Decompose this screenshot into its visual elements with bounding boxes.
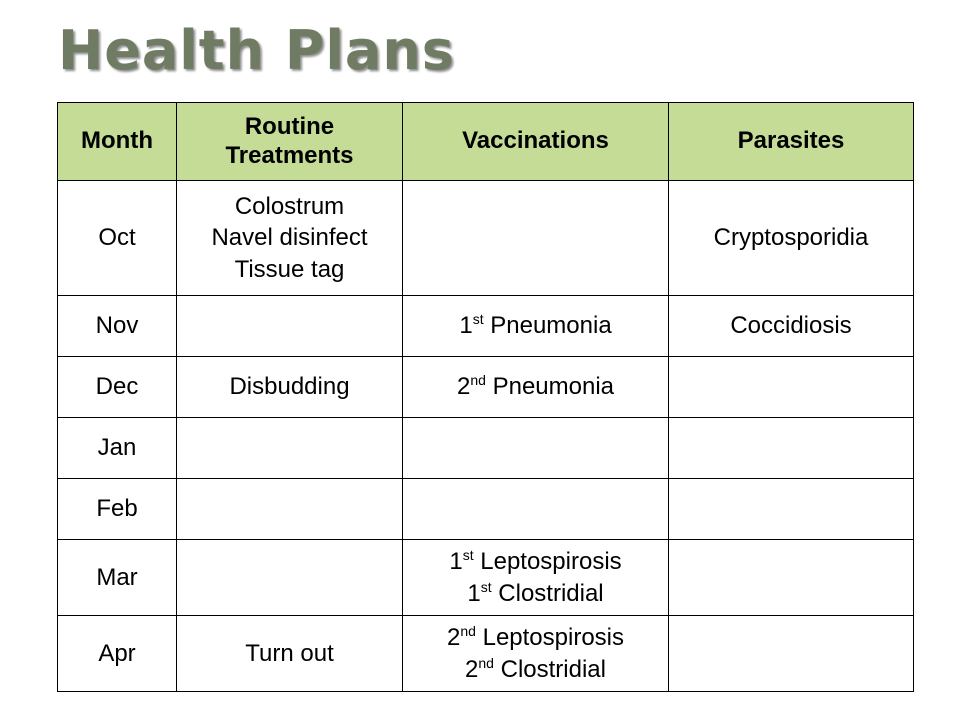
cell-month: Dec	[58, 357, 177, 418]
routine-treatment-item: Navel disinfect	[211, 224, 368, 252]
vaccination-name: Pneumonia	[483, 312, 612, 340]
header-routine-treatments: Routine Treatments	[177, 103, 403, 181]
vaccination-item	[407, 622, 664, 653]
vaccination-name: Clostridial	[493, 655, 606, 683]
cell-parasites	[669, 616, 914, 692]
cell-routine-treatments	[177, 181, 403, 296]
table-row-jan	[58, 418, 914, 479]
cell-month: Oct	[58, 181, 177, 296]
vaccination-item	[407, 371, 664, 402]
header-parasites: Parasites	[669, 103, 914, 181]
table-body	[58, 181, 914, 692]
vaccination-ordinal-suffix: st	[472, 311, 484, 328]
table-row-nov	[58, 296, 914, 357]
cell-parasites	[669, 418, 914, 479]
vaccination-ordinal: 1	[449, 548, 463, 576]
routine-treatment-item: Tissue tag	[234, 255, 345, 283]
table-row-oct	[58, 181, 914, 296]
vaccination-ordinal: 2	[446, 624, 461, 652]
routine-treatment-item: Colostrum	[234, 193, 345, 221]
cell-parasites	[669, 357, 914, 418]
cell-vaccinations	[403, 479, 669, 540]
vaccination-name: Pneumonia	[485, 373, 615, 401]
cell-routine-treatments	[177, 418, 403, 479]
table-row-apr	[58, 616, 914, 692]
vaccination-ordinal: 2	[456, 373, 471, 401]
cell-vaccinations	[403, 181, 669, 296]
header-vaccinations: Vaccinations	[403, 103, 669, 181]
vaccination-ordinal: 1	[467, 579, 481, 607]
routine-treatment-item: Disbudding	[229, 373, 350, 401]
cell-month: Jan	[58, 418, 177, 479]
cell-parasites	[669, 479, 914, 540]
vaccination-item	[407, 578, 664, 609]
table-row-mar	[58, 540, 914, 616]
cell-vaccinations	[403, 418, 669, 479]
cell-month: Nov	[58, 296, 177, 357]
vaccination-ordinal: 2	[465, 655, 479, 683]
routine-treatment-item: Turn out	[245, 639, 334, 667]
vaccination-ordinal-suffix: st	[462, 547, 474, 564]
cell-vaccinations	[403, 357, 669, 418]
table-row-dec	[58, 357, 914, 418]
vaccination-ordinal-suffix: nd	[470, 372, 486, 389]
cell-month: Apr	[58, 616, 177, 692]
cell-routine-treatments	[177, 616, 403, 692]
cell-routine-treatments	[177, 479, 403, 540]
cell-vaccinations	[403, 296, 669, 357]
vaccination-name: Leptospirosis	[473, 548, 622, 576]
header-month: Month	[58, 103, 177, 181]
cell-vaccinations	[403, 616, 669, 692]
vaccination-ordinal: 1	[459, 312, 473, 340]
vaccination-ordinal-suffix: nd	[460, 623, 476, 640]
cell-routine-treatments	[177, 296, 403, 357]
vaccination-name: Leptospirosis	[475, 624, 624, 652]
vaccination-item	[407, 310, 664, 341]
cell-routine-treatments	[177, 357, 403, 418]
vaccination-ordinal-suffix: st	[480, 578, 492, 595]
cell-parasites: Cryptosporidia	[669, 181, 914, 296]
table-header-row	[58, 103, 914, 181]
cell-vaccinations	[403, 540, 669, 616]
cell-parasites	[669, 540, 914, 616]
cell-parasites: Coccidiosis	[669, 296, 914, 357]
health-plan-table	[57, 102, 914, 692]
vaccination-item	[407, 546, 664, 577]
table-row-feb	[58, 479, 914, 540]
cell-month: Mar	[58, 540, 177, 616]
vaccination-ordinal-suffix: nd	[478, 654, 494, 671]
cell-routine-treatments	[177, 540, 403, 616]
vaccination-name: Clostridial	[491, 579, 604, 607]
vaccination-item	[407, 654, 664, 685]
slide-title: Health Plans	[58, 19, 455, 82]
cell-month: Feb	[58, 479, 177, 540]
